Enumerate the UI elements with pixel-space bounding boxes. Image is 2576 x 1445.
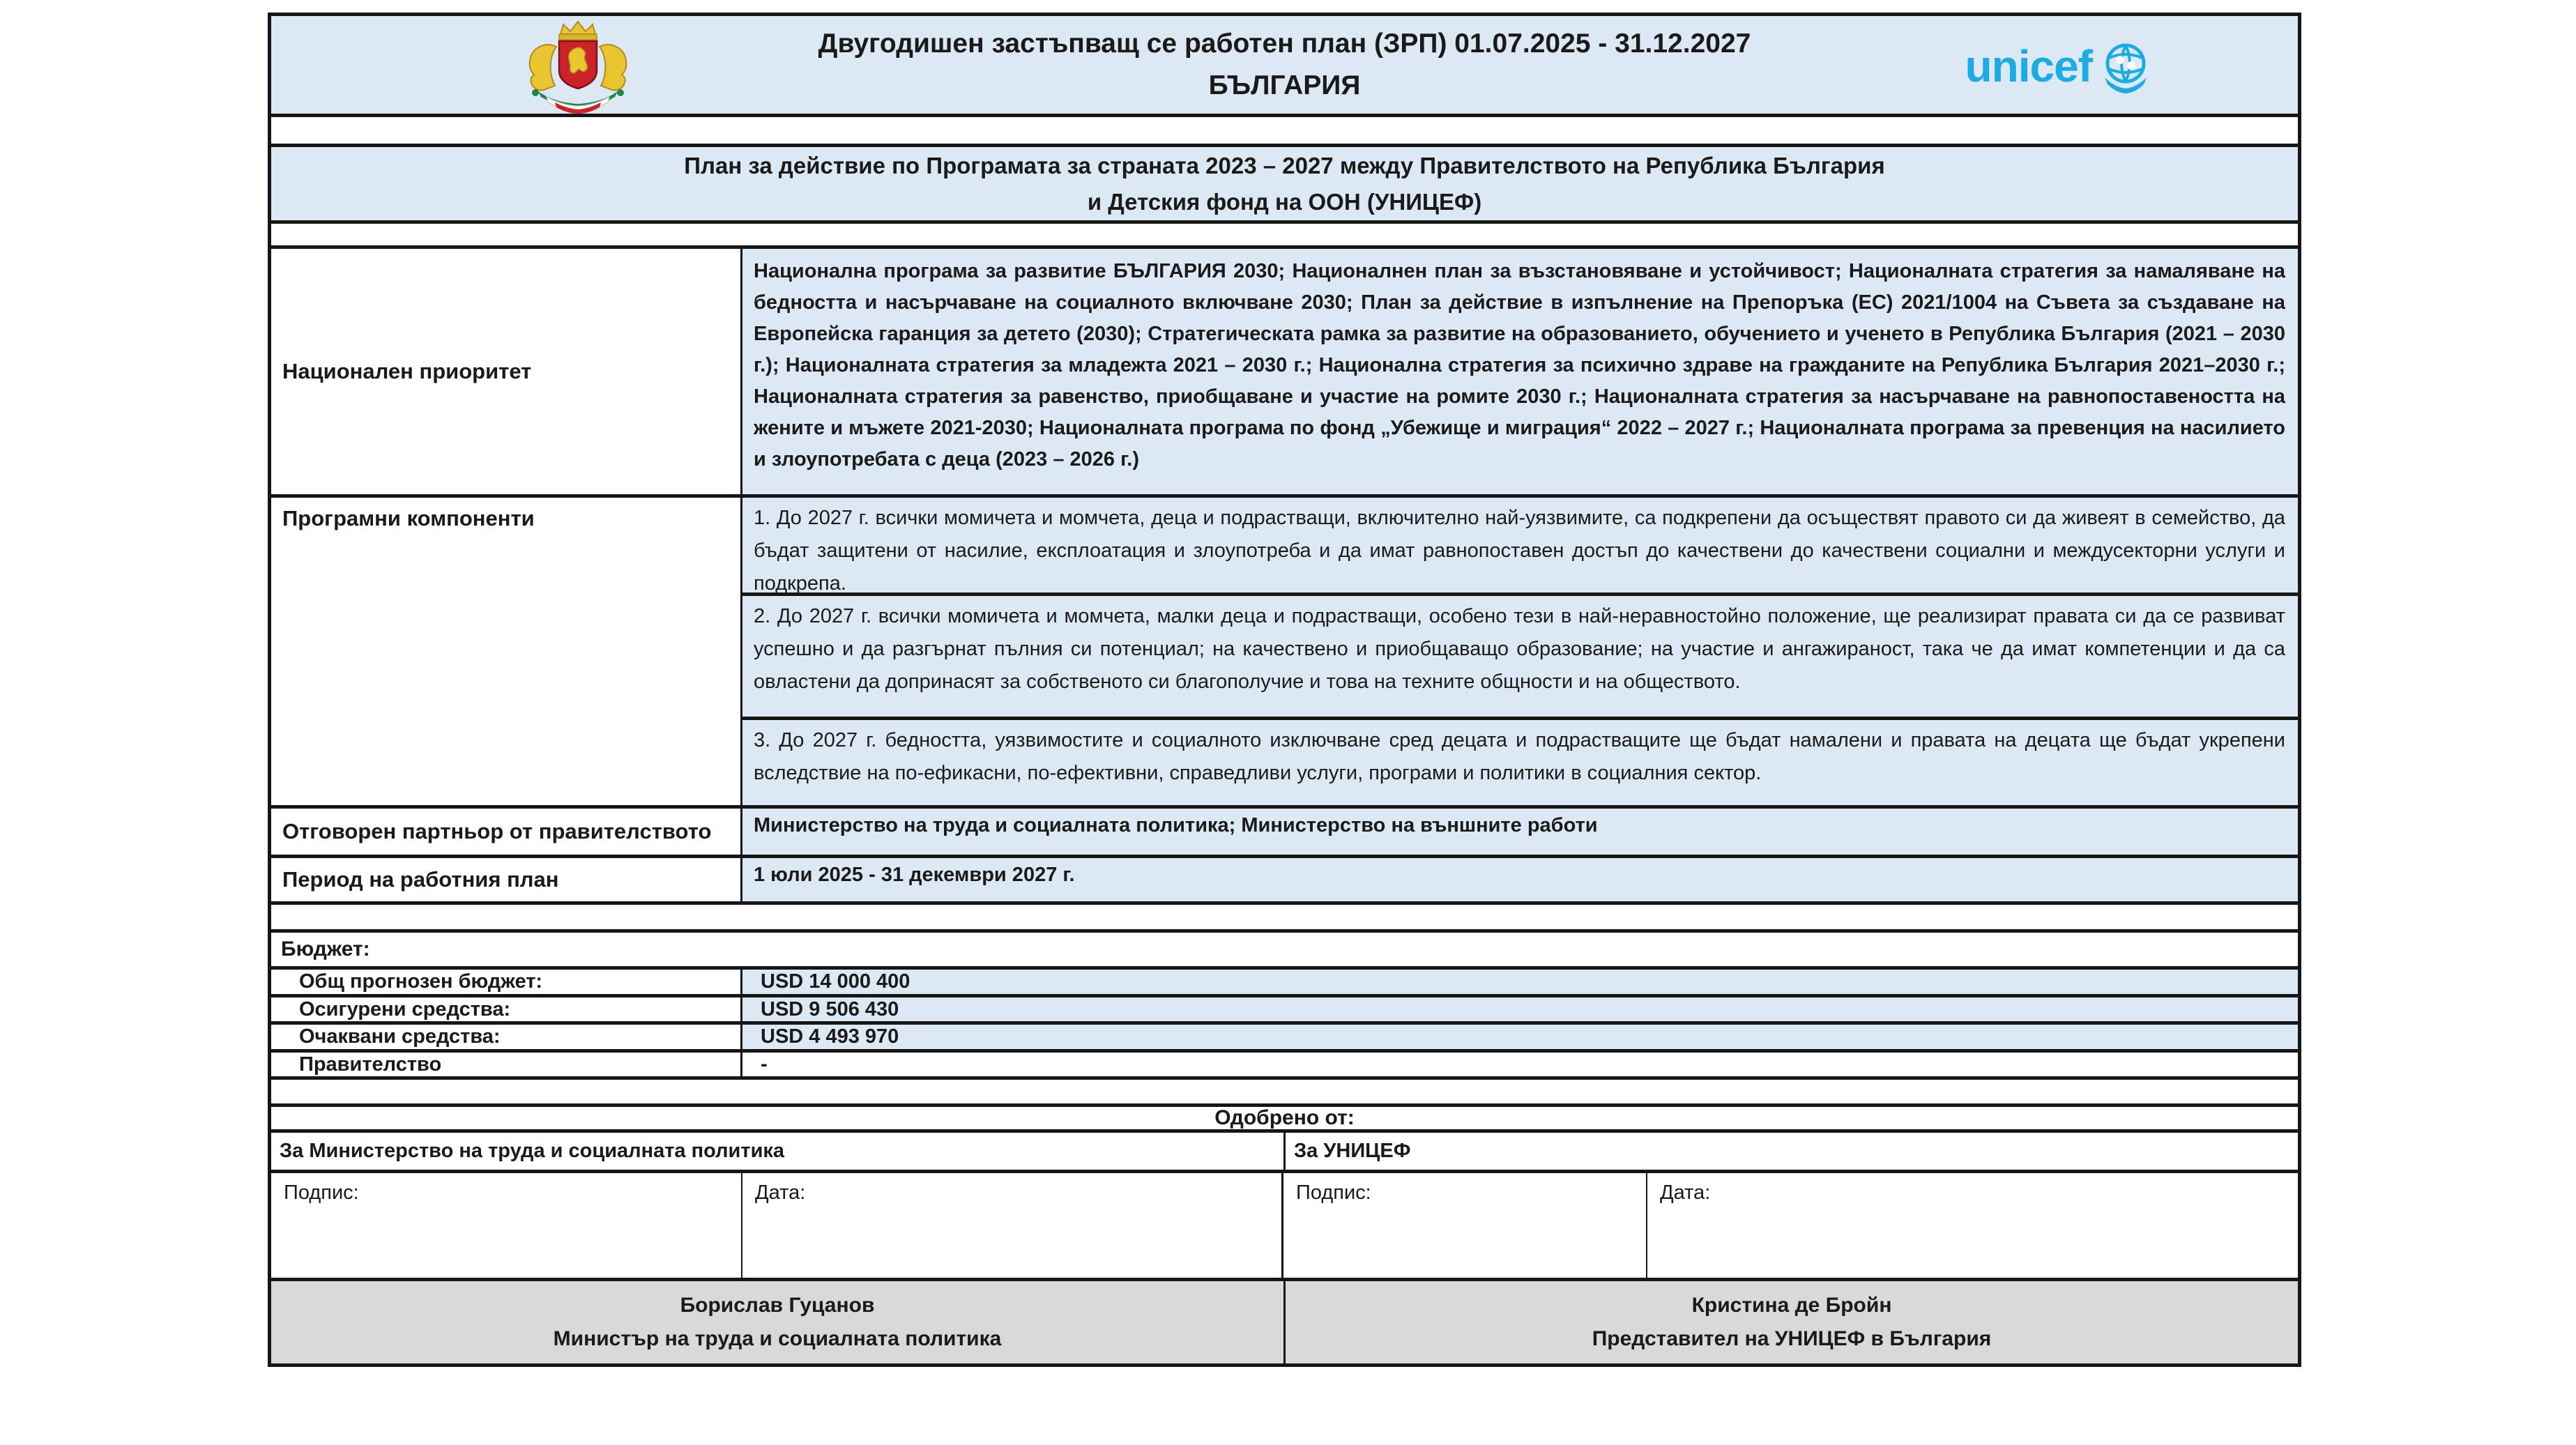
approver-left-party: За Министерство на труда и социалната политика — [271, 1133, 1286, 1170]
budget-row-total — [271, 970, 2298, 997]
programme-components-row — [271, 498, 2298, 809]
header-band — [271, 16, 2298, 117]
budget-row-government — [271, 1053, 2298, 1080]
responsible-partner-row — [271, 809, 2298, 858]
programme-component-3 — [742, 720, 2298, 805]
left-signatory — [271, 1281, 1286, 1363]
signature-right-half — [1283, 1173, 2298, 1278]
national-priority-label: Национален приоритет — [271, 249, 742, 494]
left-signatory-title: Министър на труда и социалната политика — [553, 1327, 1002, 1350]
programme-component-3-text: 3. До 2027 г. бедността, уязвимостите и социалното изключване сред децата и подрастващите ще бъдат намалени и правата на децата ще бъдат укрепени вследствие на по-ефикасни, по-ефективни, справедливи услуги, програми и политики в социалния сектор. — [754, 729, 2285, 784]
document-title — [689, 16, 1880, 114]
spacer-row — [271, 1080, 2298, 1107]
national-priority-row — [271, 249, 2298, 498]
subtitle-line1: План за действие по Програмата за страната 2023 – 2027 между Правителството на Република България — [684, 152, 1885, 178]
budget-secured-label: Осигурени средства: — [271, 997, 742, 1021]
date-label-right: Дата: — [1660, 1182, 1711, 1204]
programme-components-label: Програмни компоненти — [271, 498, 742, 805]
budget-expected-label: Очаквани средства: — [271, 1025, 742, 1049]
title-line2: БЪЛГАРИЯ — [1208, 70, 1361, 100]
bulgaria-coat-of-arms-icon — [519, 19, 637, 115]
spacer-row — [271, 117, 2298, 147]
signature-label-left: Подпис: — [271, 1173, 742, 1278]
spacer-row — [271, 224, 2298, 249]
workplan-document — [268, 13, 2301, 1367]
unicef-logo — [1965, 37, 2155, 95]
programme-component-1-text: 1. До 2027 г. всички момичета и момчета, деца и подрастващи, включително най-уязвимите, са подкрепени да осъществят правото си да живеят в семейство, да бъдат защитени от насилие, експлоатация и злоупотреба и да имат равнопоставен достъп до качествени до качествени социални и междусекторни услуги и подкрепа. — [754, 507, 2285, 595]
budget-row-secured — [271, 997, 2298, 1025]
programme-components-value-cell — [742, 498, 2298, 805]
workplan-period-value: 1 юли 2025 - 31 декември 2027 г. — [742, 858, 2298, 901]
budget-total-value: USD 14 000 400 — [742, 970, 2298, 994]
budget-government-label: Правителство — [271, 1053, 742, 1076]
approvers-row — [271, 1133, 2298, 1173]
responsible-partner-label: Отговорен партньор от правителството — [271, 809, 742, 855]
responsible-partner-value: Министерство на труда и социалната политика; Министерство на външните работи — [742, 809, 2298, 855]
un-globe-emblem-icon — [2096, 37, 2155, 95]
approver-right-party: За УНИЦЕФ — [1294, 1140, 1411, 1162]
signature-label-right: Подпис: — [1283, 1173, 1647, 1278]
budget-total-label: Общ прогнозен бюджет: — [271, 970, 742, 994]
subtitle-line2: и Детския фонд на ООН (УНИЦЕФ) — [1087, 188, 1482, 215]
subtitle-band — [271, 147, 2298, 224]
workplan-period-label: Период на работния план — [271, 858, 742, 901]
workplan-period-row — [271, 858, 2298, 905]
budget-secured-value: USD 9 506 430 — [742, 997, 2298, 1021]
spacer-row — [271, 905, 2298, 933]
budget-title: Бюджет: — [271, 933, 2298, 970]
budget-expected-value: USD 4 493 970 — [742, 1025, 2298, 1049]
programme-component-2 — [742, 596, 2298, 720]
unicef-wordmark: unicef — [1965, 41, 2092, 91]
date-label-left: Дата: — [755, 1182, 806, 1204]
approved-by-title: Одобрено от: — [271, 1107, 2298, 1133]
programme-component-2-text: 2. До 2027 г. всички момичета и момчета, малки деца и подрастващи, особено тези в най-неравностойно положение, ще реализират правата си да се развиват успешно и да разгърнат пълния си потенциал; на качествено и приобщаващо образование; на участие и ангажираност, така че да имат компетенции и да са овластени да допринасят за собственото си благополучие и това на техните общности и на обществото. — [754, 605, 2285, 693]
signature-row — [271, 1173, 2298, 1281]
budget-row-expected — [271, 1025, 2298, 1053]
right-signatory — [1286, 1281, 2298, 1363]
signature-left-half — [271, 1173, 1283, 1278]
title-line1: Двугодишен застъпващ се работен план (ЗРП) 01.07.2025 - 31.12.2027 — [818, 29, 1751, 59]
right-signatory-name: Кристина де Бройн — [1691, 1294, 1892, 1317]
signatories-row — [271, 1281, 2298, 1363]
right-signatory-title: Представител на УНИЦЕФ в България — [1592, 1327, 1992, 1350]
national-priority-value: Национална програма за развитие БЪЛГАРИЯ 2030; Националнен план за възстановяване и устойчивост; Националната стратегия за намаляване на бедността и насърчаване на социалното включване 2030; План за действие в изпълнение на Препоръка (ЕС) 2021/1004 на Съвета за създаване на Европейска гаранция за детето (2030); Стратегическата рамка за развитие на образованието, обучението и ученето в Република България (2021 – 2030 г.); Националната стратегия за младежта 2021 – 2030 г.; Национална стратегия за психично здраве на гражданите на Република България 2021–2030 г.; Националната стратегия за равенство, приобщаване и участие на ромите 2030 г.; Националната стратегия за насърчаване на равнопоставеността на жените и мъжете 2021-2030; Националната програма по фонд „Убежище и миграция“ 2022 – 2027 г.; Националната програма за превенция на насилието и злоупотребата с деца (2023 – 2026 г.) — [754, 260, 2285, 471]
programme-component-1 — [742, 498, 2298, 596]
budget-government-value: - — [742, 1053, 2298, 1076]
national-priority-value-cell — [742, 249, 2298, 494]
left-signatory-name: Борислав Гуцанов — [680, 1294, 875, 1317]
